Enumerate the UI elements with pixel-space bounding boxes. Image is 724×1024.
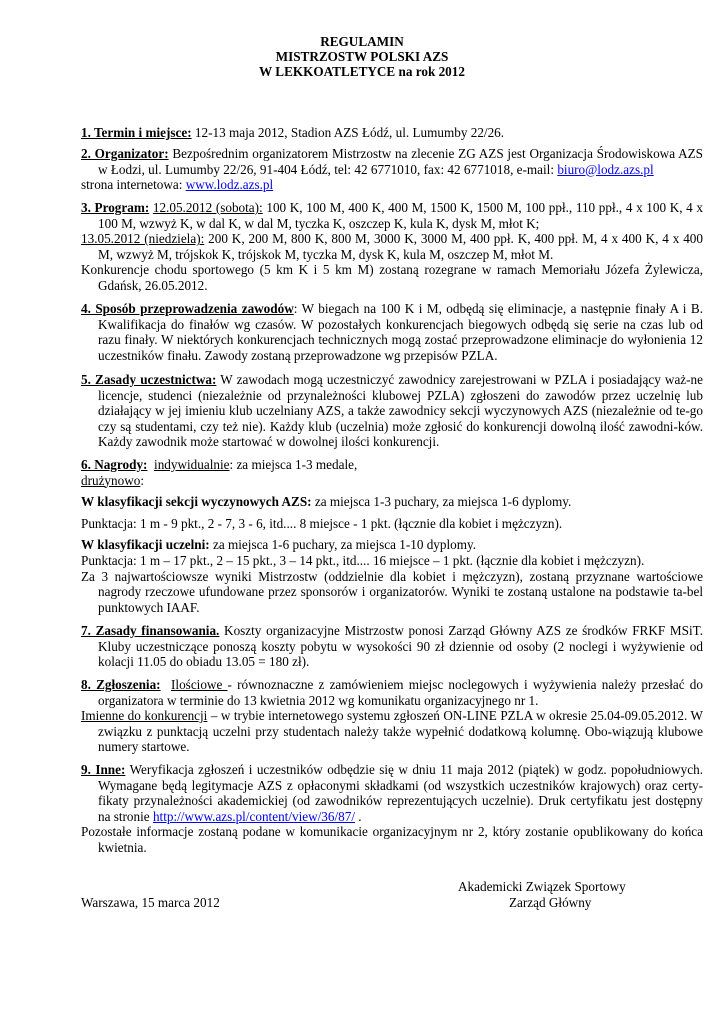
section-9-text: Weryfikacja zgłoszeń i uczestników odbędzie się w dniu 11 maja 2012 (piątek) w godz. popołudniowych. Wymagane będą legitymacje AZS z opłaconymi składkami (od wszystkich uczestników krajowych) oraz certy-fikaty przynależności akademickiej (od zawodników reprezentujących uczelnie). Druk certyfikatu jest dostępny na stronie <box>98 762 703 824</box>
program-day-1-label: 12.05.2012 (sobota): <box>152 200 263 215</box>
entries-named-label: Imienne do konkurencji <box>81 708 208 724</box>
awards-best-results: Za 3 najwartościowsze wyniki Mistrzostw (oddzielnie dla kobiet i mężczyzn), zostaną przyznane wartościowe nagrody rzeczowe ufundowane przez sponsorów i organizatorów. Wyniki te zostaną ustalone na podstawie ta-bel punktowych IAAF. <box>81 568 703 615</box>
doc-title-line-2: MISTRZOSTW POLSKI AZS <box>275 49 449 64</box>
awards-section-points: Punktacja: 1 m - 9 pkt., 2 - 7, 3 - 6, itd.... 8 miejsce - 1 pkt. (łącznie dla kobiet i mężczyzn). <box>81 515 563 531</box>
website-link[interactable]: www.lodz.azs.pl <box>185 177 274 193</box>
section-8-label: 8. Zgłoszenia: <box>81 677 161 692</box>
email-link[interactable]: biuro@lodz.azs.pl <box>557 161 654 177</box>
section-2-text: Bezpośrednim organizatorem Mistrzostw na zlecenie ZG AZS jest Organizacja Środowiskowa AZS w Łodzi, ul. Lumumby 22/26, 91-404 Łódź, tel: 42 6771010, fax: 42 6771018, e-mail: <box>98 146 703 177</box>
section-finansowanie <box>81 623 703 670</box>
section-4-label: 4. Sposób przeprowadzenia zawodów <box>81 301 294 316</box>
awards-uni-class-label: W klasyfikacji uczelni: <box>81 537 210 553</box>
entries-named-text: – w trybie internetowego systemu zgłoszeń ON-LINE PZLA w okresie 25.04-09.05.2012. W związku z punktacją uczelni przy studentach należy także wypełnić dodatkową kolumnę. Obo-wiązują klubowe numery startowe. <box>98 708 703 755</box>
section-1-text: 12-13 maja 2012, Stadion AZS Łódź, ul. Lumumby 22/26. <box>191 125 505 140</box>
section-inne <box>81 762 703 856</box>
section-5-text: W zawodach mogą uczestniczyć zawodnicy zarejestrowani w PZLA i posiadający waż-ne licencje, studenci (niezależnie od przynależności klubowej PZLA) zgłoszeni do zawodów przez uczelnię lub działający w jej imieniu klub uczelniany AZS, a także zawodnicy sekcji wyczynowych AZS (niezależnie od te-go czy są studentami, czy też nie). Każdy klub (uczelnia) może zgłosić do konkurencji dowolną ilość zawodni-ków. Każdy zawodnik może startować w dowolnej ilości konkurencji. <box>98 372 703 450</box>
certificate-link[interactable]: http://www.azs.pl/content/view/36/87/ <box>152 808 355 824</box>
entries-quantity-label: Ilościowe <box>171 677 228 692</box>
doc-title-line-1: REGULAMIN <box>320 34 404 49</box>
awards-section-class-text: za miejsca 1-3 puchary, za miejsca 1-6 dyplomy. <box>311 494 572 510</box>
awards-uni-class-text: za miejsca 1-6 puchary, za miejsca 1-10 dyplomy. <box>209 537 477 553</box>
awards-individual-text: : za miejsca 1-3 medale, <box>229 457 358 472</box>
section-organizator <box>81 146 703 193</box>
awards-section-class-label: W klasyfikacji sekcji wyczynowych AZS: <box>81 494 312 510</box>
program-day-2-text: 200 K, 200 M, 800 K, 800 M, 3000 K, 3000 M, 400 ppł. K, 400 ppł. M, 4 x 400 K, 4 x 400 M, wzwyż M, trójskok K, trójskok M, tyczka M, dysk K, kula M, oszczep M, młot M. <box>98 231 703 262</box>
signature-org-line-1: Akademicki Związek Sportowy <box>458 879 626 894</box>
section-sposob <box>81 301 703 363</box>
section-9-label: 9. Inne: <box>81 762 126 777</box>
signature-org-line-2: Zarząd Główny <box>509 895 592 910</box>
awards-uni-points: Punktacja: 1 m – 17 pkt., 2 – 15 pkt., 3 – 14 pkt., itd.... 16 miejsce – 1 pkt. (łącznie dla kobiet i mężczyzn). <box>81 552 645 568</box>
section-program <box>81 200 703 294</box>
section-7-text: Koszty organizacyjne Mistrzostw ponosi Zarząd Główny AZS ze środków FRKF MSiT. Kluby uczestniczące ponoszą koszty pobytu w wysokości 90 zł dziennie od osoby (2 noclegi i wyżywienie od kolacji 11.05 do obiadu 13.05 = 180 zł). <box>98 623 703 670</box>
section-termin <box>81 125 703 141</box>
other-info-note: Pozostałe informacje zostaną podane w komunikacie organizacyjnym nr 2, który zostanie opublikowany do końca kwietnia. <box>81 824 703 855</box>
program-note: Konkurencje chodu sportowego (5 km K i 5 km M) zostaną rozegrane w ramach Memoriału Józefa Żylewicza, Gdańsk, 26.05.2012. <box>81 262 703 293</box>
section-6-label: 6. Nagrody: <box>81 457 148 472</box>
program-day-2-label: 13.05.2012 (niedziela): <box>81 231 205 247</box>
entries-quantity-text: - równoznaczne z zamówieniem miejsc noclegowych i wyżywienia należy przesłać do organizatora w terminie do 13 kwietnia 2012 wg komunikatu organizacyjnego nr 1. <box>98 677 703 708</box>
section-5-label: 5. Zasady uczestnictwa: <box>81 372 217 387</box>
section-zgloszenia <box>81 677 703 755</box>
doc-title-line-3: W LEKKOATLETYCE na rok 2012 <box>259 64 465 79</box>
section-3-label: 3. Program: <box>81 200 150 215</box>
section-2-label: 2. Organizator: <box>81 146 169 161</box>
section-1-label: 1. Termin i miejsce: <box>81 125 192 140</box>
section-7-label: 7. Zasady finansowania. <box>81 623 220 638</box>
section-zasady-uczestnictwa <box>81 372 703 450</box>
awards-team-colon: : <box>140 472 145 488</box>
awards-team-label: drużynowo <box>81 472 141 488</box>
awards-individual-label: indywidualnie <box>154 457 230 472</box>
certificate-link-after: . <box>355 808 362 824</box>
website-label: strona internetowa: <box>81 177 186 193</box>
section-4-text: : W biegach na 100 K i M, odbędą się eliminacje, a następnie finały A i B. Kwalifikacja do finałów wg czasów. W pozostałych konkurencjach biegowych odbędą się serie na czas lub od razu finały. W niektórych konkurencjach technicznych mogą zostać przeprowadzone eliminacje do wyłonienia 12 uczestników finału. Zawody zostaną przeprowadzone wg przepisów PZLA. <box>98 301 703 363</box>
program-day-1-text: 100 K, 100 M, 400 K, 400 M, 1500 K, 1500 M, 100 ppł., 110 ppł., 4 x 100 K, 4 x 100 M, wzwyż K, w dal K, w dal M, tyczka K, oszczep K, kula K, dysk M, młot K; <box>98 200 703 231</box>
place-and-date: Warszawa, 15 marca 2012 <box>81 895 220 910</box>
section-nagrody <box>81 457 703 615</box>
